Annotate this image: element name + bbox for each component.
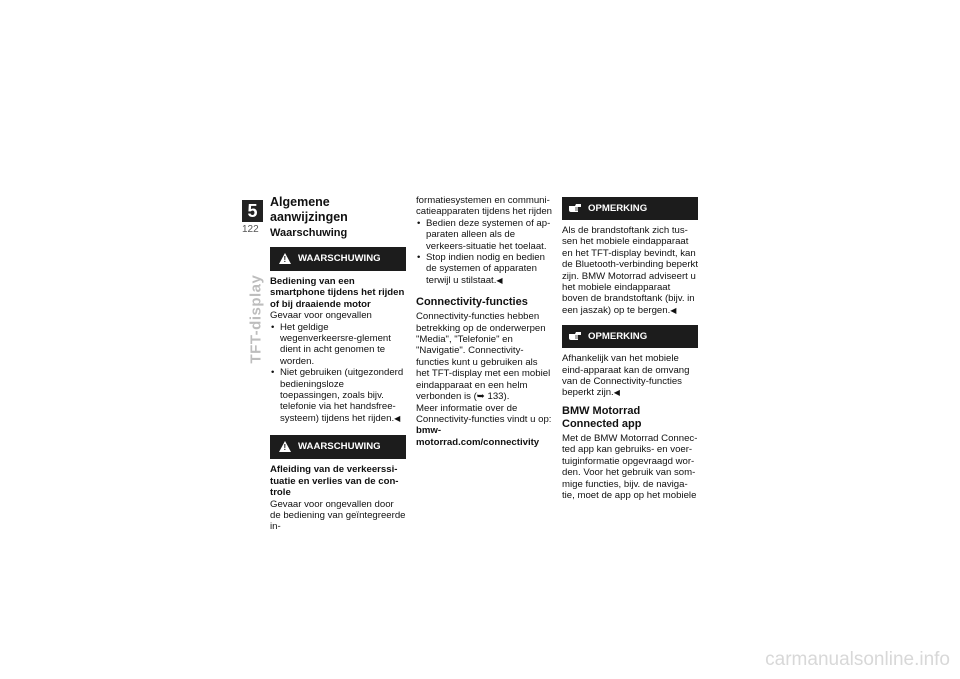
- note-label: OPMERKING: [588, 203, 648, 214]
- pointing-hand-icon: [568, 330, 582, 342]
- end-marker-icon: ◀: [496, 275, 503, 285]
- section-heading: BMW Motorrad: [562, 404, 641, 417]
- note-banner: [562, 197, 698, 220]
- paragraph: Met de BMW Motorrad Connec-ted app kan gebruiks- en voer-tuiginformatie opgevraagd wor-den. Voor het gebruik van som-mige functies, bijv. de naviga-tie, moet de app op het mobiele: [562, 432, 698, 501]
- column-2: [416, 195, 552, 448]
- column-1: [270, 195, 406, 533]
- note-text-body: Afhankelijk van het mobiele eind-apparaat kan de omvang van de Connectivity-functies beperkt zijn.: [562, 353, 690, 399]
- section-heading-line2: Connected app: [562, 417, 642, 430]
- warning-title: Afleiding van de verkeerssi-tuatie en verlies van de con-trole: [270, 464, 399, 499]
- pointing-hand-icon: [568, 202, 582, 214]
- end-marker-icon: ◀: [394, 413, 401, 423]
- list-item: • Bedien deze systemen of ap-paraten alleen als de verkeers-situatie het toelaat.: [416, 218, 552, 252]
- warning-list: [270, 322, 406, 425]
- section-heading: Connectivity-functies: [416, 296, 528, 309]
- warning-label: WAARSCHUWING: [298, 253, 381, 264]
- warning-triangle-icon: [279, 253, 291, 264]
- end-marker-icon: ◀: [670, 305, 677, 315]
- end-marker-icon: ◀: [613, 388, 620, 398]
- warning-title: Bediening van een smartphone tijdens het rijden of bij draaiende motor: [270, 276, 405, 310]
- column-3: [562, 195, 698, 501]
- warning-banner: [270, 247, 406, 271]
- list-item: • Het geldige wegenverkeersre-glement dient in acht genomen te worden.: [270, 322, 406, 368]
- note-text: [562, 225, 698, 316]
- page-number: 122: [242, 224, 259, 235]
- list-item-text: Niet gebruiken (uitgezonderd bedieningsloze toepassingen, zoals bijv. telefonie via het handsfree-systeem) tijdens het rijden.: [280, 367, 404, 424]
- paragraph: [416, 311, 552, 402]
- warning-text: Gevaar voor ongevallen door de bediening van geïntegreerde in-: [270, 498, 406, 533]
- watermark: carmanualsonline.info: [765, 649, 950, 670]
- paragraph: [416, 403, 552, 449]
- warning-triangle-icon: [279, 441, 291, 452]
- paragraph-end: ).: [503, 391, 510, 403]
- note-banner: [562, 325, 698, 348]
- note-text-body: Als de brandstoftank zich tus-sen het mobiele eindapparaat en het TFT-display bevindt, kan de Bluetooth-verbinding beperkt zijn. BMW Motorrad adviseert u het mobiele eindapparaat boven de brandstoftank (bijv. in een jaszak) op te bergen.: [562, 225, 699, 316]
- warning-label: WAARSCHUWING: [298, 441, 381, 453]
- section-heading: Algemene aanwijzingen: [270, 195, 348, 224]
- website-link[interactable]: bmw-motorrad.com/connectivity: [416, 425, 540, 448]
- note-label: OPMERKING: [588, 331, 648, 343]
- continued-text: formatiesystemen en communi-catieapparaten tijdens het rijden: [416, 195, 553, 218]
- chapter-title-text: TFT-display: [247, 274, 265, 364]
- more-info-text: Meer informatie over de Connectivity-functies vindt u op:: [416, 402, 552, 425]
- instruction-list: [416, 218, 552, 286]
- list-item: [416, 252, 552, 286]
- chapter-number-box: 5: [242, 200, 263, 222]
- warning-banner: [270, 435, 406, 459]
- list-item-text: Stop indien nodig en bedien de systemen of apparaten terwijl u stilstaat.: [426, 252, 545, 286]
- warning-text: Gevaar voor ongevallen: [270, 310, 372, 322]
- page-ref[interactable]: 133: [487, 391, 504, 403]
- note-text: [562, 353, 698, 399]
- page-ref-arrow-icon: ➥: [476, 391, 485, 403]
- subsection-heading: Waarschuwing: [270, 227, 348, 239]
- paragraph-text: Connectivity-functies hebben betrekking op de onderwerpen "Media", "Telefonie" en "Navigatie". Connectivity-functies kunt u gebruiken als het TFT-display met een mobiel eindapparaat en een helm verbonden is (: [416, 311, 551, 403]
- list-item: [270, 367, 406, 424]
